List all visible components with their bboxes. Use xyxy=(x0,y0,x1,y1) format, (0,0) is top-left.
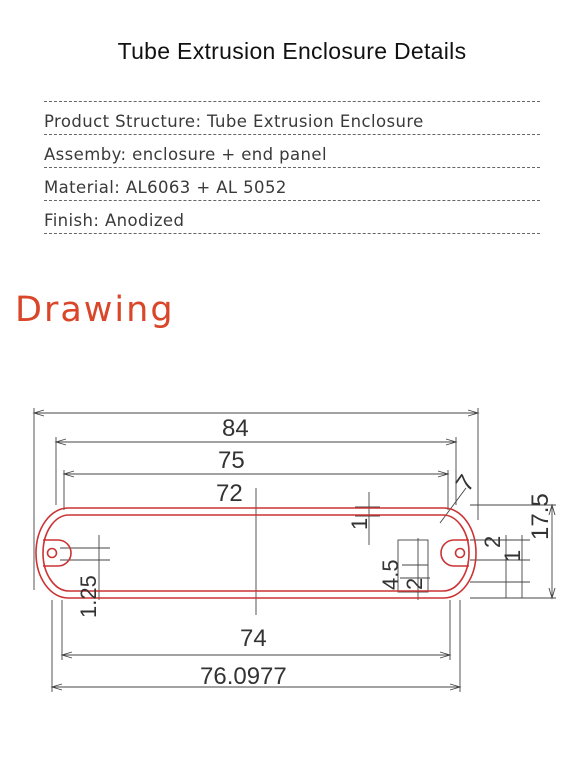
dim-radius-7: 7 xyxy=(450,470,481,497)
dim-right-2: 2 xyxy=(480,535,505,548)
dimension-labels xyxy=(76,415,554,690)
spec-assembly-text: Assemby: enclosure + end panel xyxy=(44,145,327,164)
dim-84: 84 xyxy=(222,415,249,442)
dim-slot-2: 2 xyxy=(402,577,427,590)
page-title: Tube Extrusion Enclosure Details xyxy=(117,38,467,64)
dim-72: 72 xyxy=(216,480,243,507)
dim-74: 74 xyxy=(240,625,267,652)
dim-76-0977: 76.0977 xyxy=(200,663,287,690)
dim-75: 75 xyxy=(218,447,245,474)
spec-structure-text: Product Structure: Tube Extrusion Enclosure xyxy=(44,112,424,131)
spec-material-text: Material: AL6063 + AL 5052 xyxy=(44,178,287,197)
dim-wall-1: 1 xyxy=(347,517,372,530)
drawing-heading: Drawing xyxy=(15,290,175,330)
dim-right-1: 1 xyxy=(500,549,525,562)
spec-finish-text: Finish: Anodized xyxy=(44,211,185,230)
dim-height-17-5: 17.5 xyxy=(527,493,554,540)
dim-left-1-25: 1.25 xyxy=(76,575,101,618)
dim-slot-4-5: 4.5 xyxy=(378,559,403,590)
dimension-lines xyxy=(34,408,556,692)
